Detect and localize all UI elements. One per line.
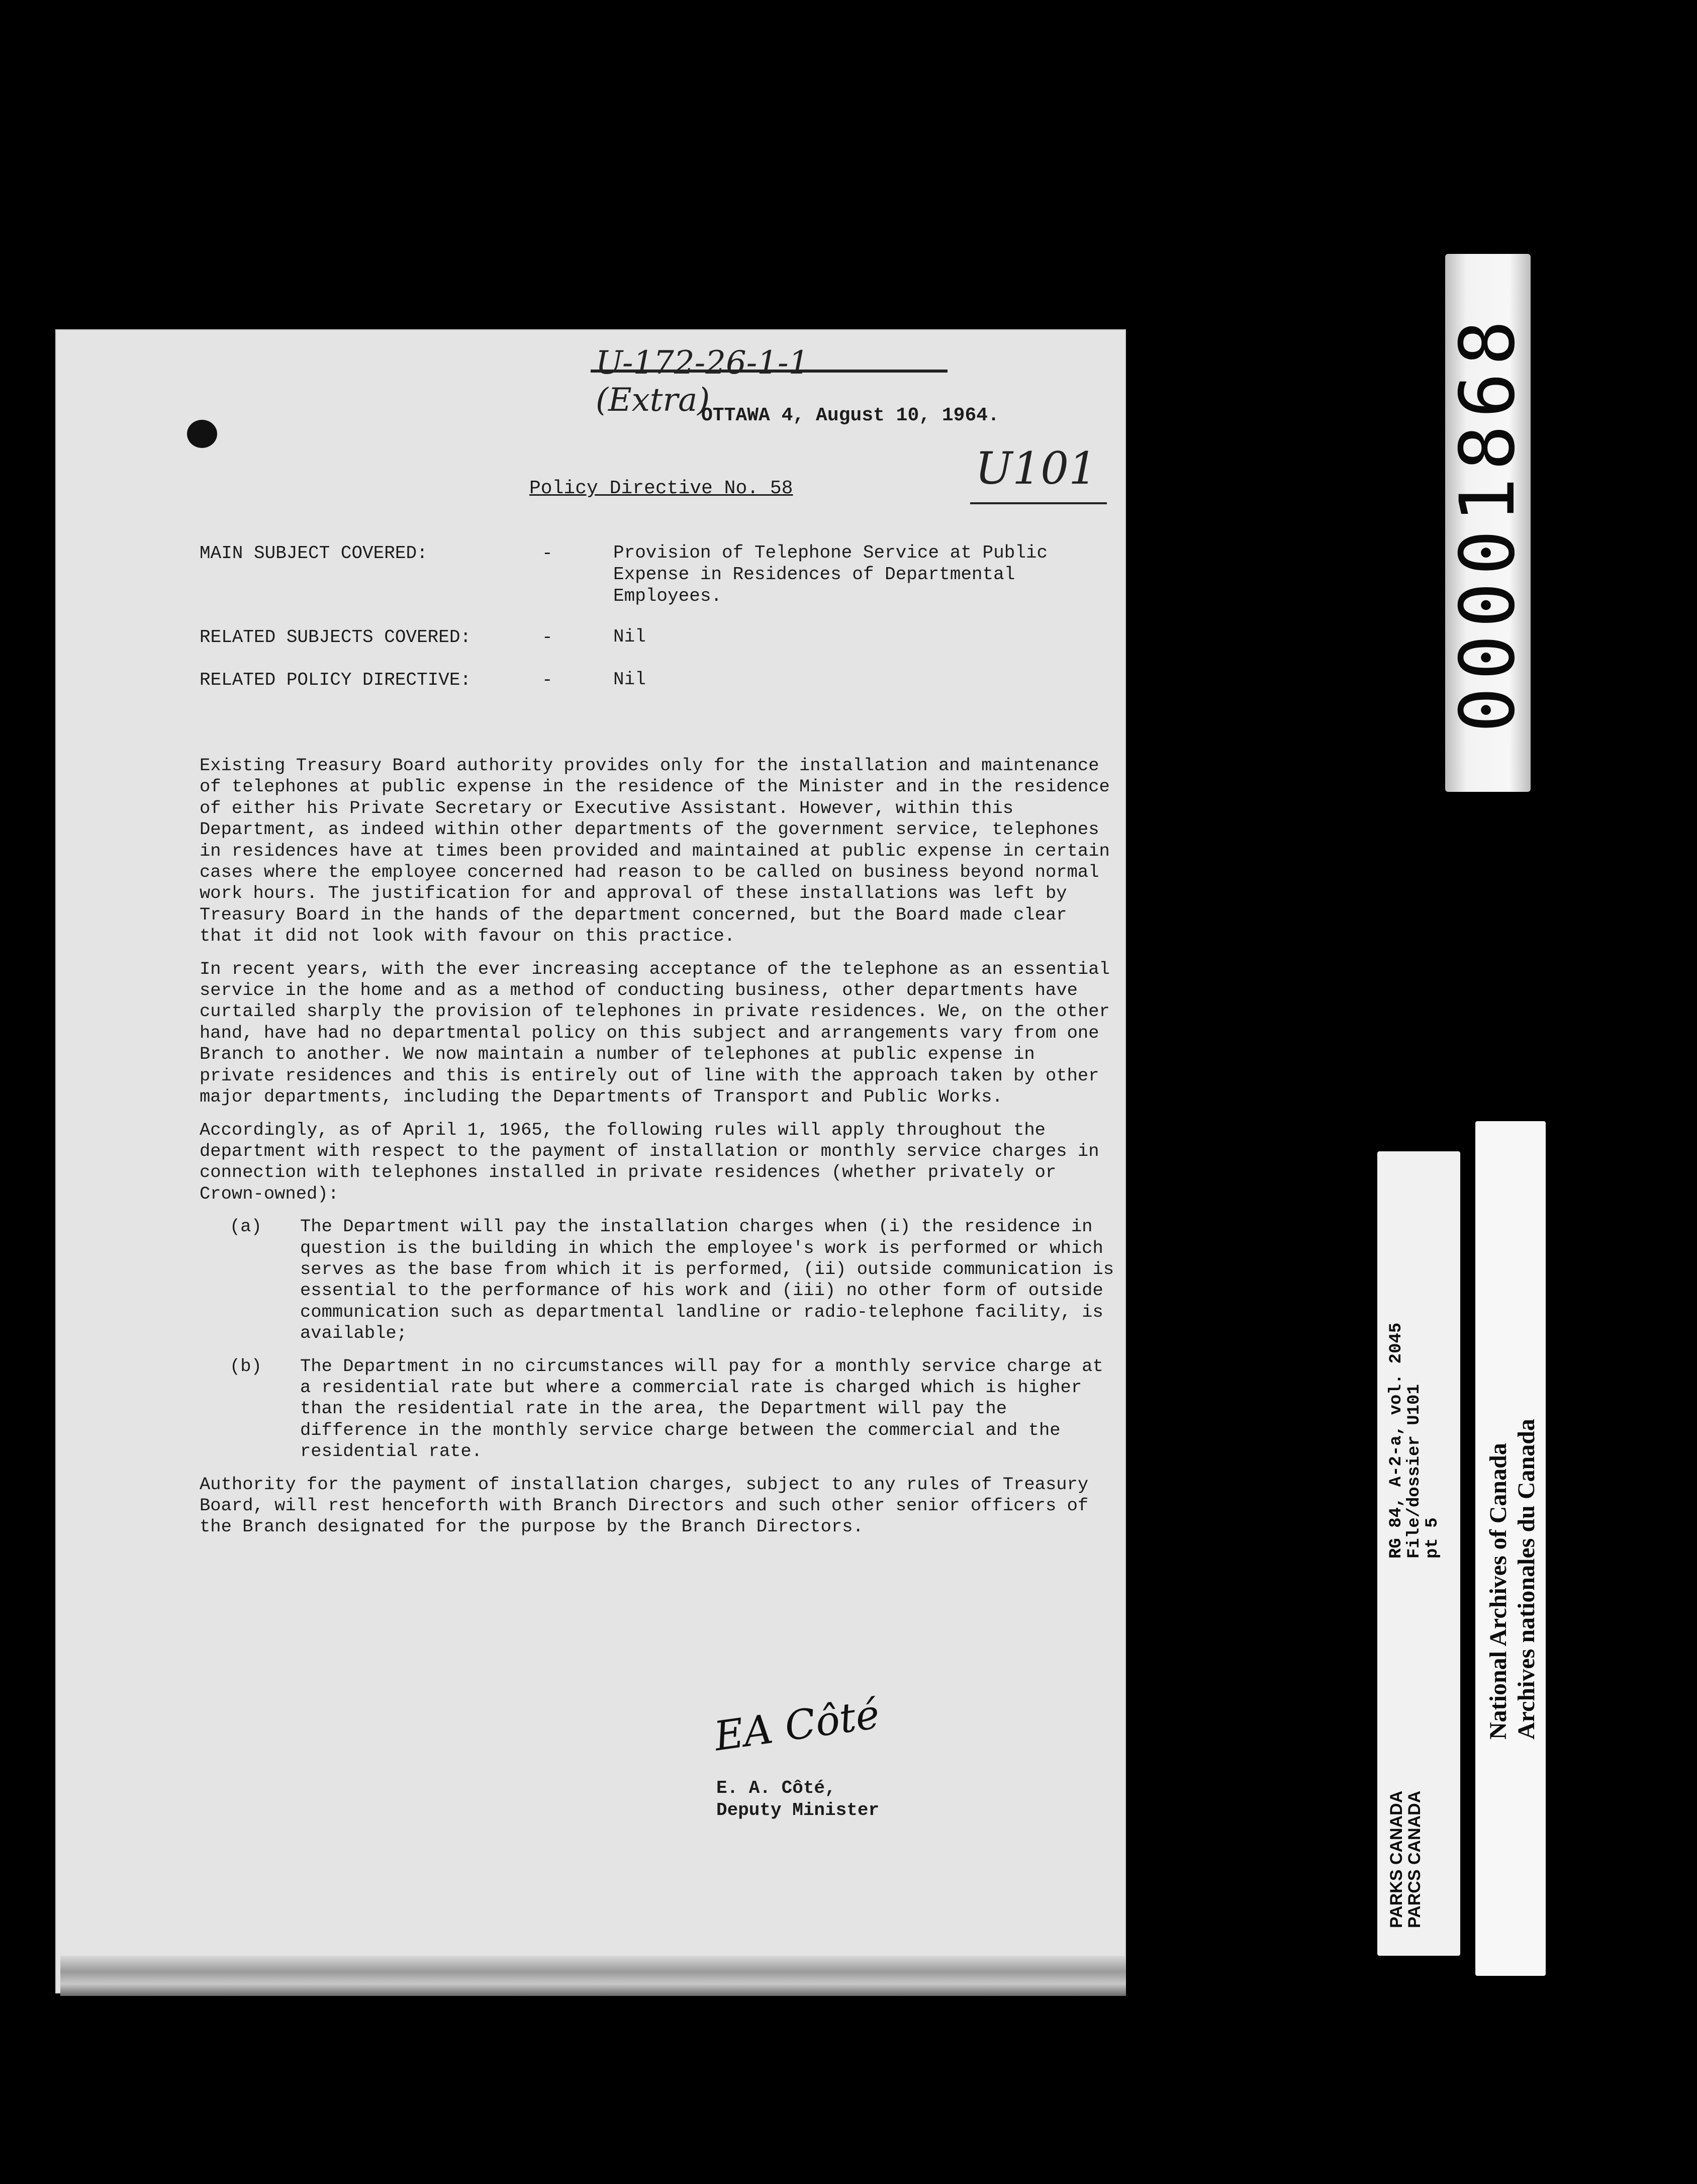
directive-title: Policy Directive No. 58 <box>529 478 793 499</box>
rule-text: The Department in no circumstances will pay for a monthly service charge at a residential rate but where a commercial rate is charged which is higher than the residential rate in the area, the Department will pay the difference in the monthly service charge between the commercial and the residential rate. <box>300 1355 1103 1462</box>
date-line: OTTAWA 4, August 10, 1964. <box>701 405 999 426</box>
meta-dash-main: - <box>542 543 553 564</box>
archive-reference-line: pt 5 <box>1423 1517 1442 1559</box>
signature: EA Côté <box>711 1690 883 1760</box>
signer-name: E. A. Côté, <box>716 1778 836 1798</box>
archive-reference <box>1387 1323 1442 1559</box>
institution-name <box>1484 1419 1541 1740</box>
meta-label-related-subjects: RELATED SUBJECTS COVERED: <box>200 627 472 648</box>
meta-label-main: MAIN SUBJECT COVERED: <box>200 543 428 564</box>
paragraph-recent-years: In recent years, with the ever increasing acceptance of the telephone as an essential service in the home and as a method of conducting business, other departments have curtailed sharply the provision of telephones in private residences. We, on the other hand, have had no departmental policy on this subject and arrangements vary from one Branch to another. We now maintain a number of telephones at public expense in private residences and this is entirely out of line with the approach taken by other major departments, including the Departments of Transport and Public Works. <box>200 958 1110 1108</box>
paragraph-authority: Existing Treasury Board authority provides only for the installation and maintenance of telephones at public expense in the residence of the Minister and in the residence of either his Private Secretary or Executive Assistant. However, within this Department, as indeed within other departments of the government service, telephones in residences have at times been provided and maintained at public expense in certain cases where the employee concerned had reason to be called on business beyond normal work hours. The justification for and approval of these installations was left by Treasury Board in the hands of the department concerned, but the Board made clear that it did not look with favour on this practice. <box>200 755 1110 947</box>
meta-dash-related-subjects: - <box>542 627 553 648</box>
institution-card <box>1475 1121 1546 1976</box>
meta-value-main: Provision of Telephone Service at Public Expense in Residences of Departmental Employees. <box>613 542 1048 606</box>
paragraph-accordingly: Accordingly, as of April 1, 1965, the following rules will apply throughout the department with respect to the payment of installation or monthly service charges in connection with telephones installed in private residences (whether privately or Crown-owned): <box>200 1119 1099 1204</box>
rule-text: The Department will pay the installation charges when (i) the residence in question is the building in which the employee's work is performed or which serves as the base from which it is performed, (ii) outside communication is essential to the performance of his work and (iii) no other form of outside communication such as departmental landline or radio-telephone facility, is available; <box>300 1216 1114 1344</box>
institution-name-fr: Archives nationales du Canada <box>1513 1419 1540 1740</box>
reel-number-card <box>1445 254 1531 792</box>
meta-value-related-policy: Nil <box>613 669 646 690</box>
meta-value-related-subjects: Nil <box>613 626 646 647</box>
document-page <box>55 329 1126 1993</box>
rule-label: (a) <box>230 1216 262 1237</box>
signer-title: Deputy Minister <box>716 1800 880 1821</box>
handwritten-code: U101 <box>975 442 1097 494</box>
meta-dash-related-policy: - <box>542 670 553 690</box>
reel-number: 00001868 <box>1444 313 1532 733</box>
paragraph-closing: Authority for the payment of installation charges, subject to any rules of Treasury Board, will rest henceforth with Branch Directors and such other senior officers of the Branch designated for the purpose by the Branch Directors. <box>200 1474 1089 1537</box>
signer-block <box>716 1777 879 1822</box>
page-edge-curl <box>60 1956 1126 1996</box>
archive-reference-card <box>1377 1151 1460 1956</box>
rule-item <box>200 1216 1114 1344</box>
punch-hole <box>187 420 217 448</box>
archive-reference-line: RG 84, A-2-a, vol. 2045 <box>1387 1322 1406 1559</box>
directive-body <box>200 755 1114 1550</box>
archive-reference-line: File/dossier U101 <box>1405 1384 1424 1559</box>
agency-name <box>1387 1791 1424 1928</box>
agency-name-en: PARKS CANADA <box>1387 1790 1406 1928</box>
agency-name-fr: PARCS CANADA <box>1405 1790 1424 1928</box>
rule-item <box>200 1356 1114 1463</box>
institution-name-en: National Archives of Canada <box>1485 1443 1512 1740</box>
rule-label: (b) <box>230 1355 262 1377</box>
file-reference-struck: U-172-26-1-1 (Extra) <box>596 344 927 390</box>
meta-label-related-policy: RELATED POLICY DIRECTIVE: <box>200 670 472 690</box>
